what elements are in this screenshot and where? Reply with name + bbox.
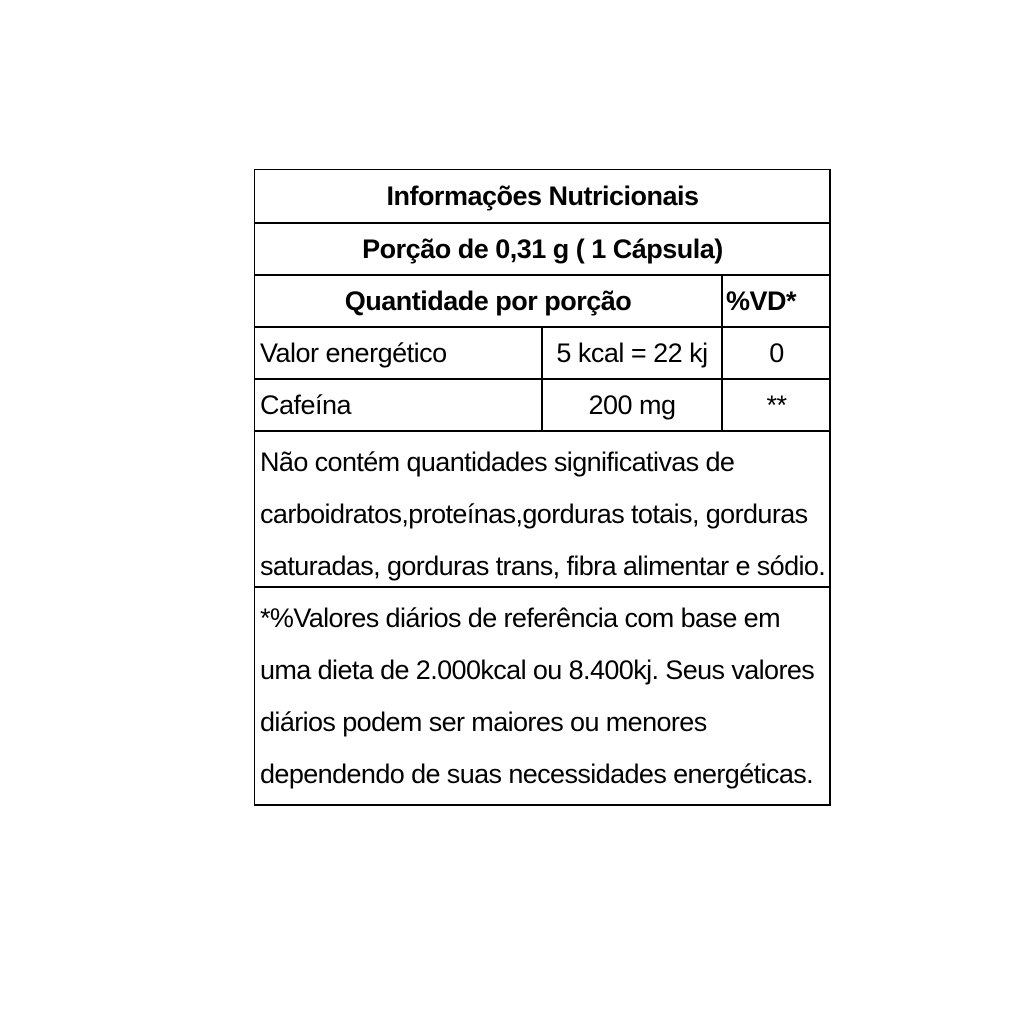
nutrient-vd: 0 bbox=[769, 337, 784, 368]
footnote-row bbox=[255, 588, 830, 804]
nutrient-name: Valor energético bbox=[255, 328, 543, 378]
nutrition-facts-table bbox=[254, 169, 831, 806]
portion-size: Porção de 0,31 g ( 1 Cápsula) bbox=[362, 233, 723, 264]
vd-header: %VD* bbox=[726, 285, 797, 316]
portion-row bbox=[255, 224, 830, 276]
quantity-header: Quantidade por porção bbox=[255, 276, 723, 326]
nutrient-vd: ** bbox=[766, 389, 787, 420]
nutrient-amount: 5 kcal = 22 kj bbox=[543, 328, 723, 378]
nutrient-note bbox=[255, 432, 830, 586]
table-title: Informações Nutricionais bbox=[386, 180, 699, 211]
table-title-row bbox=[255, 170, 830, 224]
nutrient-name: Cafeína bbox=[255, 380, 543, 430]
table-row bbox=[255, 380, 830, 432]
footnote-line: dependendo de suas necessidades energéticas. bbox=[260, 759, 814, 789]
header-row bbox=[255, 276, 830, 328]
footnote-line: diários podem ser maiores ou menores bbox=[260, 707, 707, 737]
daily-value-footnote bbox=[255, 588, 830, 804]
footnote-line: uma dieta de 2.000kcal ou 8.400kj. Seus valores bbox=[260, 655, 815, 685]
nutrient-note-row bbox=[255, 432, 830, 588]
table-row bbox=[255, 328, 830, 380]
note-line: Não contém quantidades significativas de bbox=[260, 447, 735, 477]
nutrient-amount: 200 mg bbox=[543, 380, 723, 430]
note-line: saturadas, gorduras trans, fibra alimentar e sódio. bbox=[260, 551, 826, 581]
note-line: carboidratos,proteínas,gorduras totais, gorduras bbox=[260, 499, 808, 529]
footnote-line: *%Valores diários de referência com base em bbox=[260, 603, 780, 633]
